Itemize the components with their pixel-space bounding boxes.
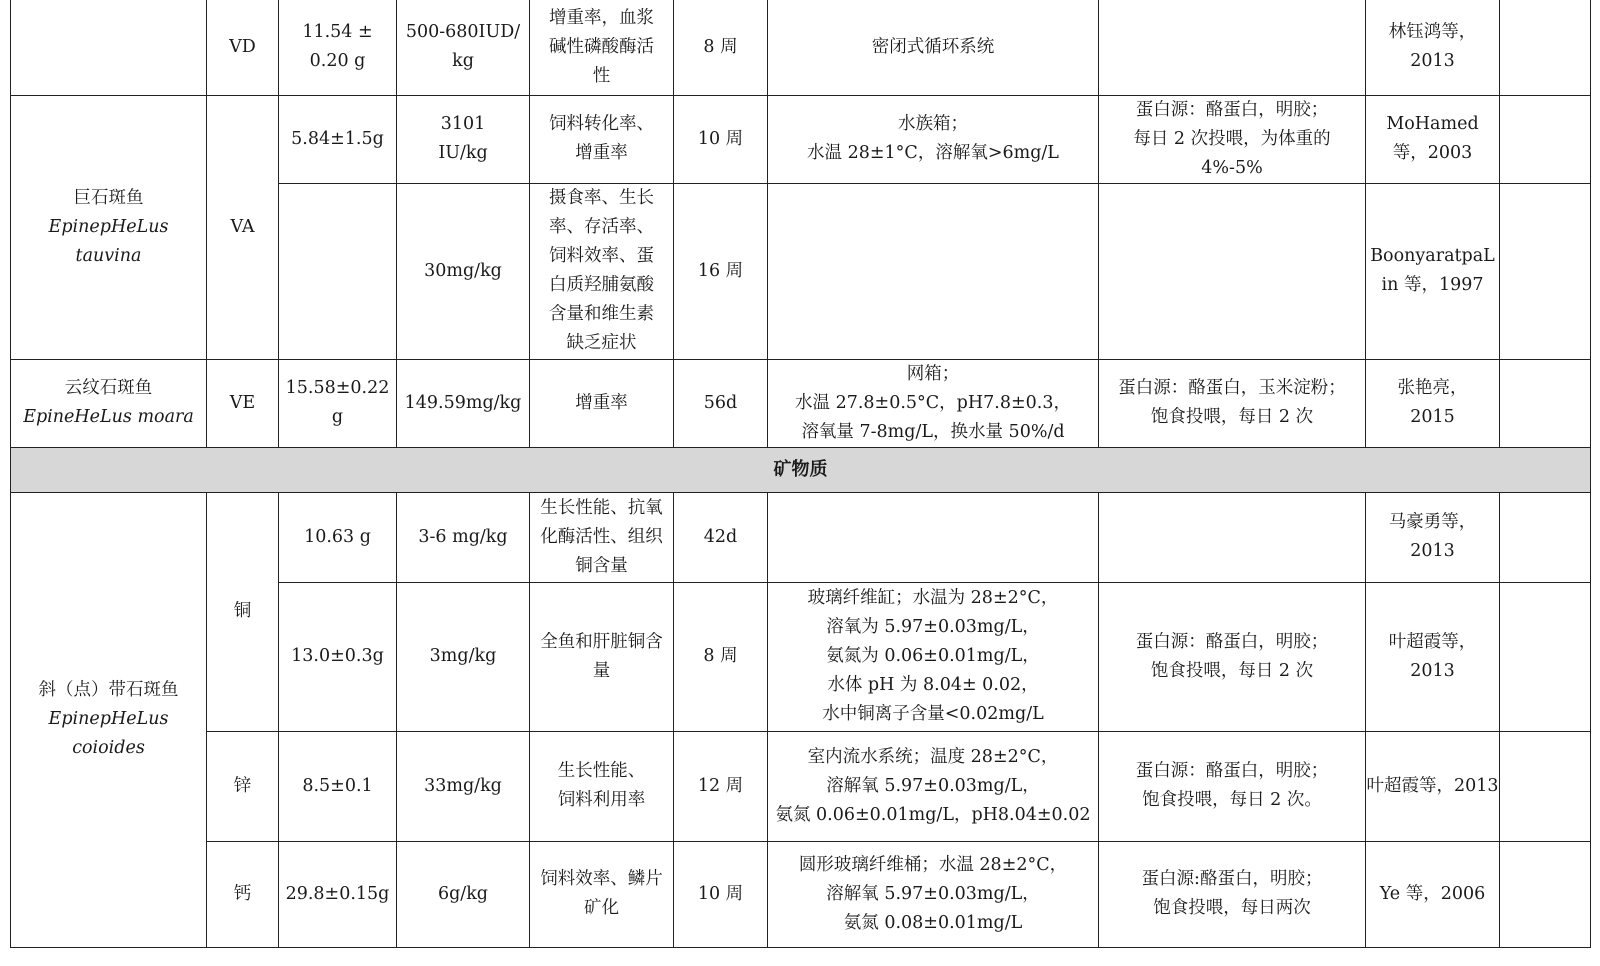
fish-weight-cell: 8.5±0.1 (279, 731, 397, 841)
reference-cell: 张艳亮， 2015 (1366, 359, 1500, 447)
nutrient-cell: VD (207, 0, 279, 95)
conditions-cell (768, 183, 1099, 359)
section-header-row (11, 447, 1591, 492)
indicator-cell: 摄食率、生长 率、存活率、 饲料效率、蛋 白质羟脯氨酸 含量和维生素 缺乏症状 (530, 183, 674, 359)
reference-cell: 马豪勇等， 2013 (1366, 492, 1500, 582)
extra-cell (1500, 359, 1591, 447)
indicator-cell: 全鱼和肝脏铜含 量 (530, 582, 674, 731)
fish-weight-cell: 5.84±1.5g (279, 95, 397, 183)
feeding-cell (1099, 183, 1366, 359)
reference-cell: 叶超霞等， 2013 (1366, 582, 1500, 731)
species-cell: 斜（点）带石斑鱼 EpinepHeLus coioides (11, 492, 207, 947)
duration-cell: 10 周 (674, 841, 768, 947)
species-cell: 云纹石斑鱼 EpineHeLus moara (11, 359, 207, 447)
conditions-cell: 玻璃纤维缸；水温为 28±2°C， 溶氧为 5.97±0.03mg/L， 氨氮为 0.06±0.01mg/L， 水体 pH 为 8.04± 0.02， 水中铜离子含量<0.02mg/L (768, 582, 1099, 731)
dose-cell: 3mg/kg (397, 582, 530, 731)
dose-cell: 30mg/kg (397, 183, 530, 359)
feeding-cell (1099, 0, 1366, 95)
feeding-cell: 蛋白源：酪蛋白，明胶； 每日 2 次投喂，为体重的 4%-5% (1099, 95, 1366, 183)
feeding-cell: 蛋白源:酪蛋白，明胶； 饱食投喂，每日两次 (1099, 841, 1366, 947)
nutrient-cell: VE (207, 359, 279, 447)
conditions-cell: 网箱； 水温 27.8±0.5°C，pH7.8±0.3， 溶氧量 7-8mg/L，换水量 50%/d (768, 359, 1099, 447)
species-cell: 巨石斑鱼 EpinepHeLus tauvina (11, 95, 207, 359)
extra-cell (1500, 582, 1591, 731)
reference-cell: BoonyaratpaL in 等，1997 (1366, 183, 1500, 359)
duration-cell: 8 周 (674, 0, 768, 95)
reference-cell: Ye 等，2006 (1366, 841, 1500, 947)
extra-cell (1500, 731, 1591, 841)
fish-weight-cell (279, 183, 397, 359)
table-row (11, 841, 1591, 947)
nutrient-cell: VA (207, 95, 279, 359)
table-row (11, 492, 1591, 582)
reference-cell: 林钰鸿等， 2013 (1366, 0, 1500, 95)
extra-cell (1500, 841, 1591, 947)
extra-cell (1500, 183, 1591, 359)
species-cell (11, 0, 207, 95)
table-row (11, 0, 1591, 95)
fish-weight-cell: 11.54 ± 0.20 g (279, 0, 397, 95)
nutrient-cell: 锌 (207, 731, 279, 841)
conditions-cell: 水族箱； 水温 28±1°C，溶解氧>6mg/L (768, 95, 1099, 183)
fish-weight-cell: 15.58±0.22 g (279, 359, 397, 447)
dose-cell: 500-680IUD/ kg (397, 0, 530, 95)
table-row (11, 95, 1591, 183)
indicator-cell: 增重率 (530, 359, 674, 447)
conditions-cell (768, 492, 1099, 582)
conditions-cell: 圆形玻璃纤维桶；水温 28±2°C， 溶解氧 5.97±0.03mg/L， 氨氮 0.08±0.01mg/L (768, 841, 1099, 947)
duration-cell: 10 周 (674, 95, 768, 183)
dose-cell: 3101 IU/kg (397, 95, 530, 183)
conditions-cell: 密闭式循环系统 (768, 0, 1099, 95)
fish-weight-cell: 13.0±0.3g (279, 582, 397, 731)
reference-cell: 叶超霞等，2013 (1366, 731, 1500, 841)
duration-cell: 16 周 (674, 183, 768, 359)
conditions-cell: 室内流水系统；温度 28±2°C， 溶解氧 5.97±0.03mg/L， 氨氮 0.06±0.01mg/L，pH8.04±0.02 (768, 731, 1099, 841)
fish-weight-cell: 29.8±0.15g (279, 841, 397, 947)
indicator-cell: 生长性能、抗氧 化酶活性、组织 铜含量 (530, 492, 674, 582)
duration-cell: 8 周 (674, 582, 768, 731)
fish-weight-cell: 10.63 g (279, 492, 397, 582)
duration-cell: 12 周 (674, 731, 768, 841)
nutrient-cell: 铜 (207, 492, 279, 731)
indicator-cell: 饲料效率、鳞片 矿化 (530, 841, 674, 947)
table-row (11, 731, 1591, 841)
nutrient-cell: 钙 (207, 841, 279, 947)
nutrition-requirements-table (10, 0, 1591, 948)
feeding-cell: 蛋白源：酪蛋白，玉米淀粉； 饱食投喂，每日 2 次 (1099, 359, 1366, 447)
indicator-cell: 增重率，血浆 碱性磷酸酶活 性 (530, 0, 674, 95)
extra-cell (1500, 95, 1591, 183)
table-row (11, 359, 1591, 447)
duration-cell: 42d (674, 492, 768, 582)
section-title: 矿物质 (11, 447, 1591, 492)
dose-cell: 6g/kg (397, 841, 530, 947)
reference-cell: MoHamed 等，2003 (1366, 95, 1500, 183)
indicator-cell: 生长性能、 饲料利用率 (530, 731, 674, 841)
duration-cell: 56d (674, 359, 768, 447)
extra-cell (1500, 492, 1591, 582)
feeding-cell: 蛋白源：酪蛋白，明胶； 饱食投喂，每日 2 次。 (1099, 731, 1366, 841)
feeding-cell (1099, 492, 1366, 582)
indicator-cell: 饲料转化率、 增重率 (530, 95, 674, 183)
dose-cell: 33mg/kg (397, 731, 530, 841)
extra-cell (1500, 0, 1591, 95)
feeding-cell: 蛋白源：酪蛋白，明胶； 饱食投喂，每日 2 次 (1099, 582, 1366, 731)
dose-cell: 149.59mg/kg (397, 359, 530, 447)
document-page (10, 0, 1590, 948)
dose-cell: 3-6 mg/kg (397, 492, 530, 582)
